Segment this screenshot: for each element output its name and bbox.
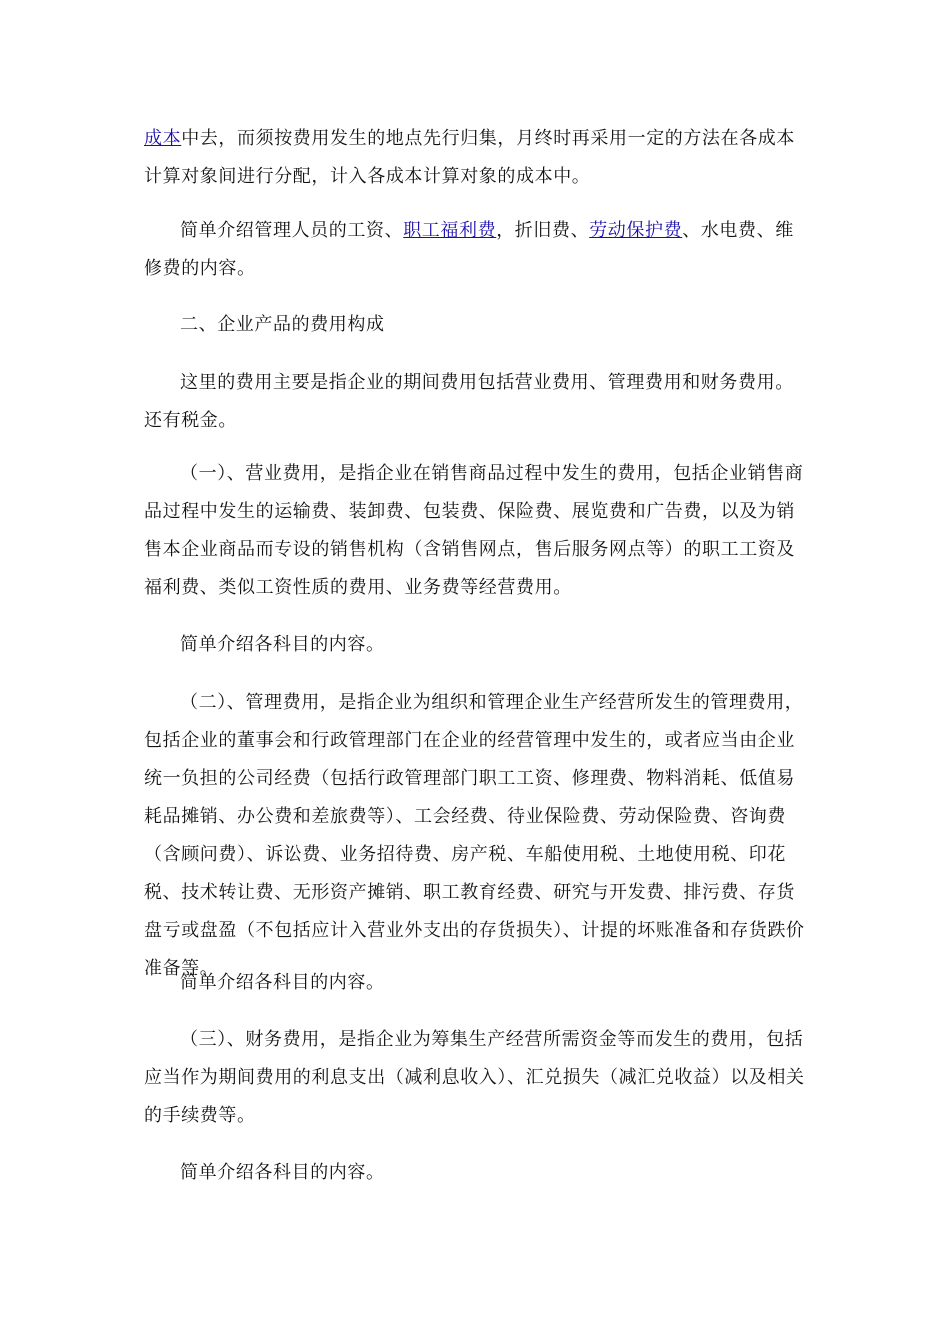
section-heading-expense-composition: 二、企业产品的费用构成 <box>180 314 385 335</box>
paragraph-financial-expenses: （三）、财务费用，是指企业为筹集生产经营所需资金等而发生的费用，包括应当作为期间费用的利息支出（减利息收入）、汇兑损失（减汇兑收益）以及相关的手续费等。 <box>144 1029 805 1126</box>
paragraph-note-3: 简单介绍各科目的内容。 <box>180 1162 385 1183</box>
paragraph-note-2: 简单介绍各科目的内容。 <box>180 972 385 993</box>
link-cost[interactable]: 成本 <box>144 128 182 149</box>
paragraph-management-expenses: （二）、管理费用，是指企业为组织和管理企业生产经营所发生的管理费用，包括企业的董事会和行政管理部门在企业的经营管理中发生的，或者应当由企业统一负担的公司经费（包括行政管理部门职工工资、修理费、物料消耗、低值易耗品摊销、办公费和差旅费等）、工会经费、待业保险费、劳动保险费、咨询费（含顾问费）、诉讼费、业务招待费、房产税、车船使用税、土地使用税、印花税、技术转让费、无形资产摊销、职工教育经费、研究与开发费、排污费、存货盘亏或盘盈（不包括应计入营业外支出的存货损失）、计提的坏账准备和存货跌价准备等。 <box>144 692 805 979</box>
paragraph-cost-allocation-text: 中去，而须按费用发生的地点先行归集，月终时再采用一定的方法在各成本计算对象间进行分配，计入各成本计算对象的成本中。 <box>144 128 795 187</box>
paragraph-note-1: 简单介绍各科目的内容。 <box>180 634 385 655</box>
paragraph-management-staff <box>144 212 812 288</box>
link-employee-welfare[interactable]: 职工福利费 <box>403 220 497 241</box>
paragraph-period-expenses: 这里的费用主要是指企业的期间费用包括营业费用、管理费用和财务费用。还有税金。 <box>144 372 794 431</box>
paragraph-cost-allocation <box>144 120 812 196</box>
paragraph-operating-expenses: （一）、营业费用，是指企业在销售商品过程中发生的费用，包括企业销售商品过程中发生的运输费、装卸费、包装费、保险费、展览费和广告费，以及为销售本企业商品而专设的销售机构（含销售网点，售后服务网点等）的职工工资及福利费、类似工资性质的费用、业务费等经营费用。 <box>144 463 804 598</box>
paragraph-management-staff-text-3: 、水电费、维修费的内容。 <box>144 220 794 279</box>
paragraph-management-staff-text-1: 简单介绍管理人员的工资、 <box>180 220 404 241</box>
paragraph-management-staff-text-2: ，折旧费、 <box>496 220 590 241</box>
link-labor-protection[interactable]: 劳动保护费 <box>589 220 683 241</box>
